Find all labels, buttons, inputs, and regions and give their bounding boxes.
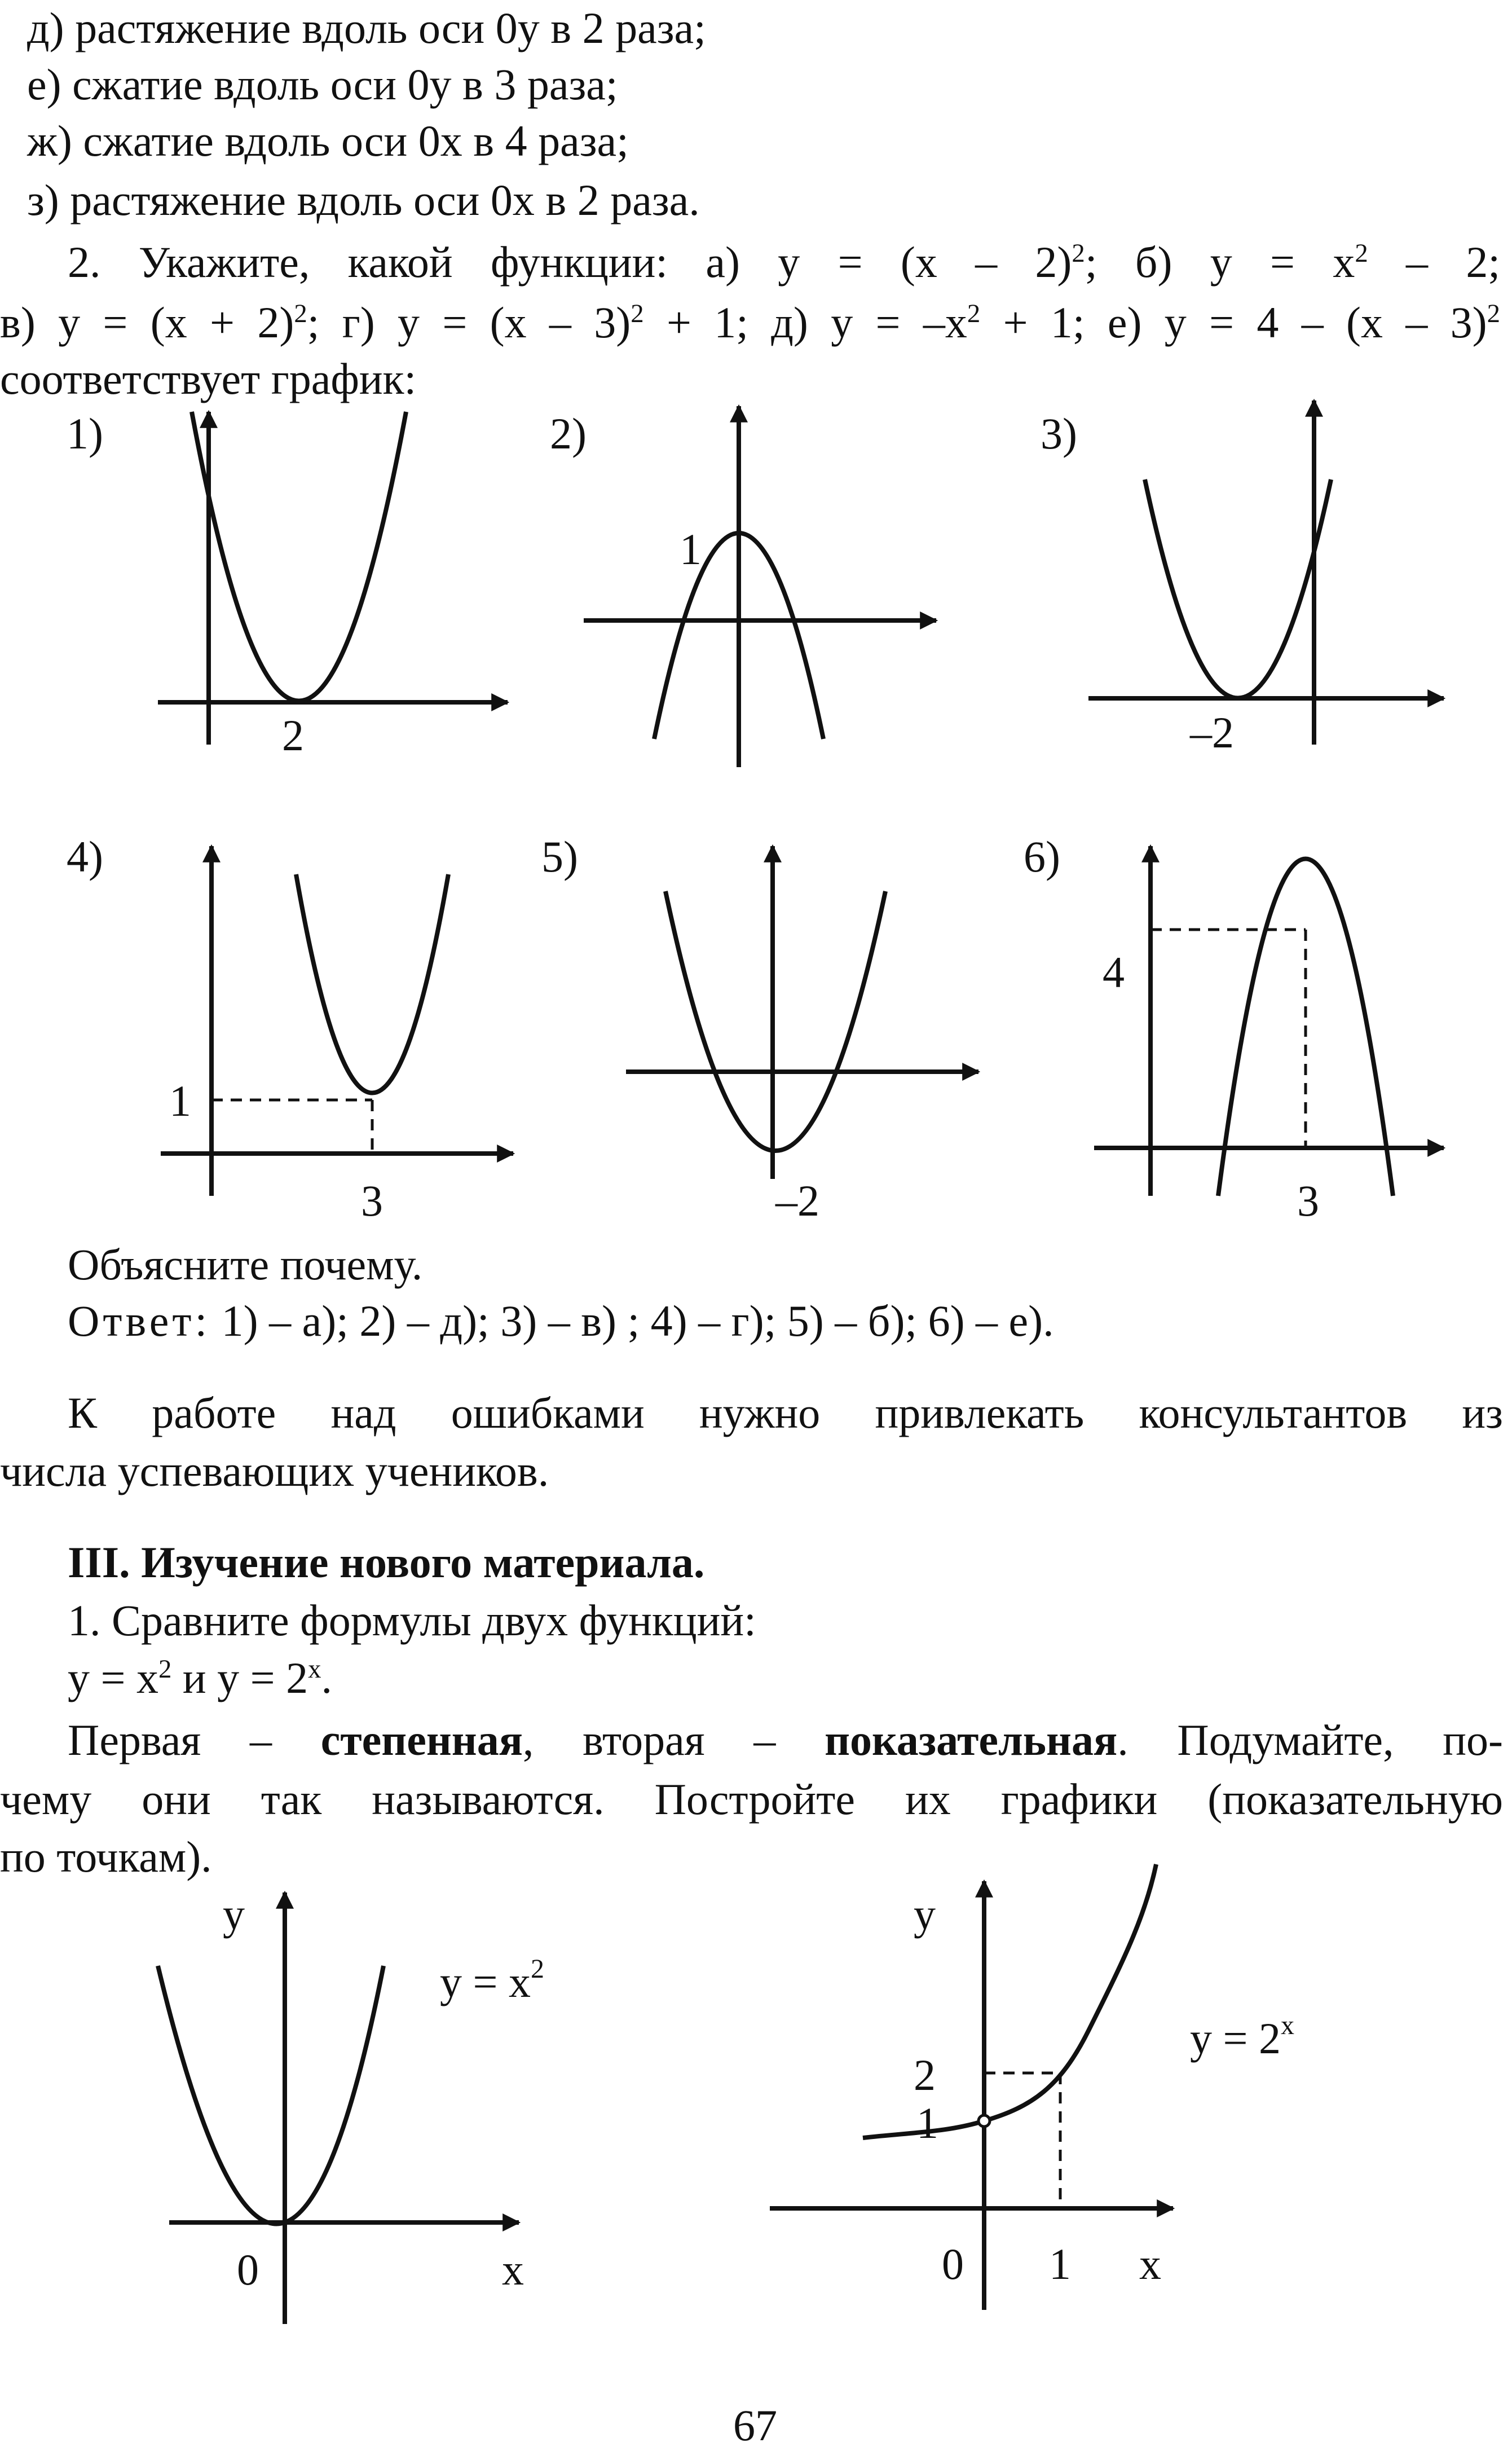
explain-text: Объясните почему. (68, 1240, 423, 1289)
exp-xlabel: x (1139, 2239, 1161, 2288)
para-line3: по точкам). (0, 1832, 212, 1881)
graph-1-label: 1) (67, 409, 103, 458)
x-squared-ylabel: y (223, 1890, 245, 1939)
compare-line1: 1. Сравните формулы двух функций: (68, 1596, 756, 1645)
exp-curve (863, 1864, 1156, 2138)
graph-5-curve (665, 891, 885, 1151)
list-item-z: з) растяжение вдоль оси 0x в 2 раза. (27, 175, 700, 225)
graph-6-xtick: 3 (1297, 1176, 1319, 1225)
para-line2: чему они так называются. Постройте их графики (показательную (0, 1775, 1503, 1824)
graph-4-ytick: 1 (169, 1076, 191, 1125)
graph-2-label: 2) (550, 409, 587, 458)
x-squared-formula: $y = x^2$ (440, 1954, 544, 2006)
x-squared-origin: 0 (237, 2245, 259, 2294)
exp-formula: $y = 2^x$ (1190, 2010, 1294, 2063)
graph-4-xtick: 3 (361, 1176, 383, 1225)
graphs-grid (0, 395, 1512, 1297)
graph-3-tick: –2 (1190, 708, 1234, 757)
exp-origin: 0 (942, 2239, 964, 2288)
graph-3 (1088, 400, 1444, 745)
answer-label: Ответ: (68, 1296, 211, 1345)
list-item-e: е) сжатие вдоль оси 0y в 3 раза; (27, 60, 618, 109)
answer-text: 1) – а); 2) – д); 3) – в) ; 4) – г); 5) – б); 6) – е). (210, 1296, 1054, 1345)
task2-line1: 2. Укажите, какой функции: а) y = (x – 2)$^2$; б) $y = x^2 - 2$; (68, 237, 1500, 287)
graph-3-curve (1145, 479, 1331, 698)
list-item-d: д) растяжение вдоль оси 0y в 2 раза; (27, 3, 706, 52)
graph-2-tick: 1 (680, 525, 702, 574)
graph-6-label: 6) (1024, 832, 1060, 881)
graph-6-ytick: 4 (1103, 948, 1125, 997)
exp-tick-x1: 1 (1049, 2239, 1071, 2288)
consult-line1: К работе над ошибками нужно привлекать консультантов из (68, 1388, 1503, 1437)
graph-5-label: 5) (541, 832, 578, 881)
graph-2 (584, 406, 936, 767)
graph-4-label: 4) (67, 832, 103, 881)
x-squared-xlabel: x (502, 2245, 524, 2294)
graph-4 (161, 846, 513, 1196)
graph-2-power-x (770, 1864, 1173, 2310)
answer-line (68, 1293, 1054, 1349)
graph-6 (1094, 846, 1444, 1196)
task2-line2: в) $y = (x + 2)^2$; г) y = (x – 3)$^2$ + 1; д) $y = -x^2 + 1$; е) y = 4 – (x – 3)$^2$ (0, 298, 1501, 347)
graph-5 (626, 846, 978, 1179)
x-squared-curve (158, 1966, 383, 2224)
bottom-graphs (0, 1861, 1512, 2369)
graph-1 (158, 412, 508, 745)
task2-line3: соответствует график: (0, 354, 417, 403)
exp-point-0-1 (978, 2115, 990, 2127)
graph-1-tick: 2 (282, 711, 304, 760)
section-title: III. Изучение нового материала. (68, 1538, 705, 1587)
graph-4-curve (296, 874, 448, 1093)
graph-3-label: 3) (1041, 409, 1077, 458)
para-line1: Первая – степенная, вторая – показательная. Подумайте, по- (68, 1715, 1503, 1764)
graph-5-tick: –2 (775, 1176, 819, 1225)
exp-tick-y1: 1 (916, 2098, 938, 2147)
page-number: 67 (733, 2401, 777, 2450)
graph-1-curve (192, 412, 406, 701)
compare-formulas: $y = x^2$ и $y = 2^x$. (68, 1653, 333, 1702)
exp-tick-y2: 2 (914, 2050, 936, 2100)
consult-line2: числа успевающих учеников. (0, 1446, 549, 1495)
list-item-zh: ж) сжатие вдоль оси 0x в 4 раза; (27, 116, 629, 165)
exp-ylabel: y (914, 1890, 936, 1939)
